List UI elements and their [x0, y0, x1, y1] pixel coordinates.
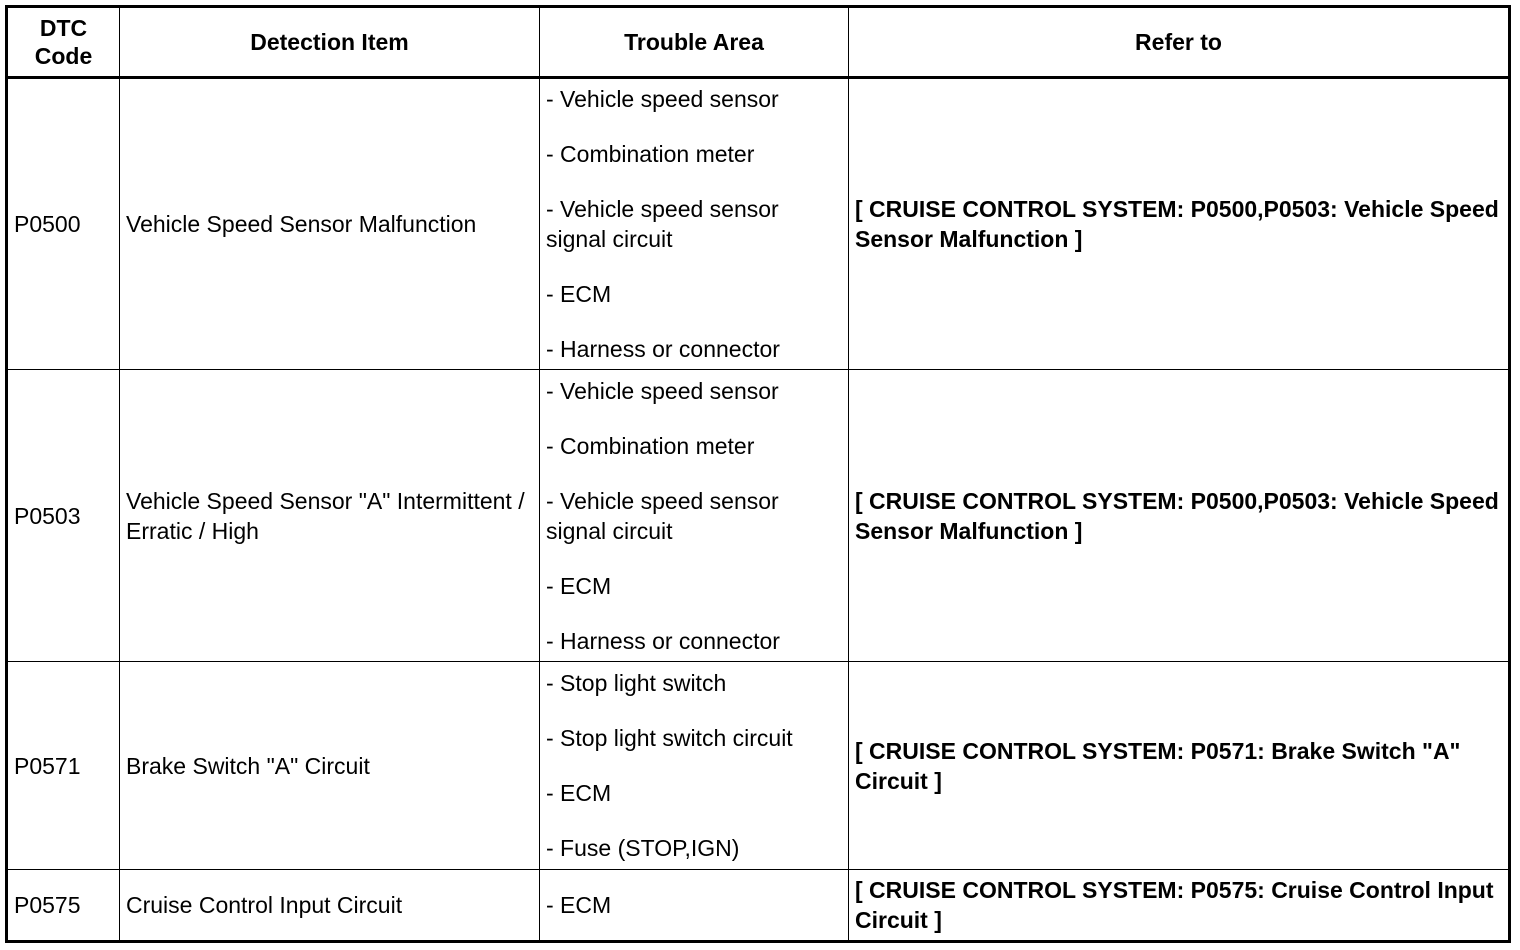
- dtc-code-cell: P0575: [7, 870, 120, 942]
- trouble-area-item: - Harness or connector: [546, 627, 780, 654]
- table-header: [7, 7, 1510, 78]
- dtc-code-cell: P0500: [7, 78, 120, 370]
- trouble-area-list: [546, 890, 842, 920]
- header-dtc-code: [7, 7, 120, 78]
- trouble-area-cell: [540, 662, 849, 870]
- trouble-area-item: - ECM: [546, 281, 612, 307]
- dtc-table: [5, 5, 1511, 943]
- trouble-area-cell: [540, 78, 849, 370]
- dtc-code-cell: P0571: [7, 662, 120, 870]
- header-trouble-area: Trouble Area: [540, 7, 849, 78]
- trouble-area-list: [546, 668, 842, 863]
- trouble-area-item: - Vehicle speed sensor signal circuit: [546, 196, 779, 252]
- table-row: [7, 78, 1510, 370]
- trouble-area-item: - Vehicle speed sensor: [546, 377, 779, 404]
- refer-to-cell: [849, 662, 1510, 870]
- table-row: [7, 662, 1510, 870]
- dtc-code-cell: P0503: [7, 370, 120, 662]
- trouble-area-item: - Fuse (STOP,IGN): [546, 835, 740, 861]
- trouble-area-item: - Combination meter: [546, 432, 755, 459]
- trouble-area-cell: [540, 870, 849, 942]
- header-dtc-code-line1: DTC: [39, 15, 88, 41]
- trouble-area-item: - Harness or connector: [546, 336, 780, 362]
- table-row: [7, 870, 1510, 942]
- trouble-area-item: - ECM: [546, 572, 612, 599]
- table-body: [7, 78, 1510, 942]
- header-refer-to: Refer to: [849, 7, 1510, 78]
- trouble-area-item: - Vehicle speed sensor signal circuit: [546, 487, 779, 544]
- refer-to-cell: [849, 78, 1510, 370]
- refer-to-link[interactable]: [ CRUISE CONTROL SYSTEM: P0571: Brake Switch "A" Circuit ]: [855, 737, 1461, 794]
- trouble-area-item: - Combination meter: [546, 141, 755, 167]
- trouble-area-item: - Stop light switch: [546, 670, 727, 696]
- refer-to-cell: [849, 870, 1510, 942]
- refer-to-link[interactable]: [ CRUISE CONTROL SYSTEM: P0500,P0503: Vehicle Speed Sensor Malfunction ]: [855, 196, 1499, 252]
- trouble-area-item: - ECM: [546, 892, 612, 918]
- trouble-area-list: [546, 376, 842, 656]
- refer-to-link[interactable]: [ CRUISE CONTROL SYSTEM: P0500,P0503: Vehicle Speed Sensor Malfunction ]: [855, 487, 1499, 544]
- detection-item-cell: Brake Switch "A" Circuit: [120, 662, 540, 870]
- header-row: [7, 7, 1510, 78]
- header-detection-item: Detection Item: [120, 7, 540, 78]
- trouble-area-item: - ECM: [546, 780, 612, 806]
- trouble-area-item: - Stop light switch circuit: [546, 725, 793, 751]
- detection-item-cell: Vehicle Speed Sensor "A" Intermittent / Erratic / High: [120, 370, 540, 662]
- trouble-area-list: [546, 84, 842, 364]
- header-dtc-code-line2: Code: [34, 43, 93, 69]
- detection-item-cell: Vehicle Speed Sensor Malfunction: [120, 78, 540, 370]
- refer-to-cell: [849, 370, 1510, 662]
- refer-to-link[interactable]: [ CRUISE CONTROL SYSTEM: P0575: Cruise Control Input Circuit ]: [855, 877, 1494, 933]
- trouble-area-item: - Vehicle speed sensor: [546, 86, 779, 112]
- detection-item-cell: Cruise Control Input Circuit: [120, 870, 540, 942]
- table-row: [7, 370, 1510, 662]
- trouble-area-cell: [540, 370, 849, 662]
